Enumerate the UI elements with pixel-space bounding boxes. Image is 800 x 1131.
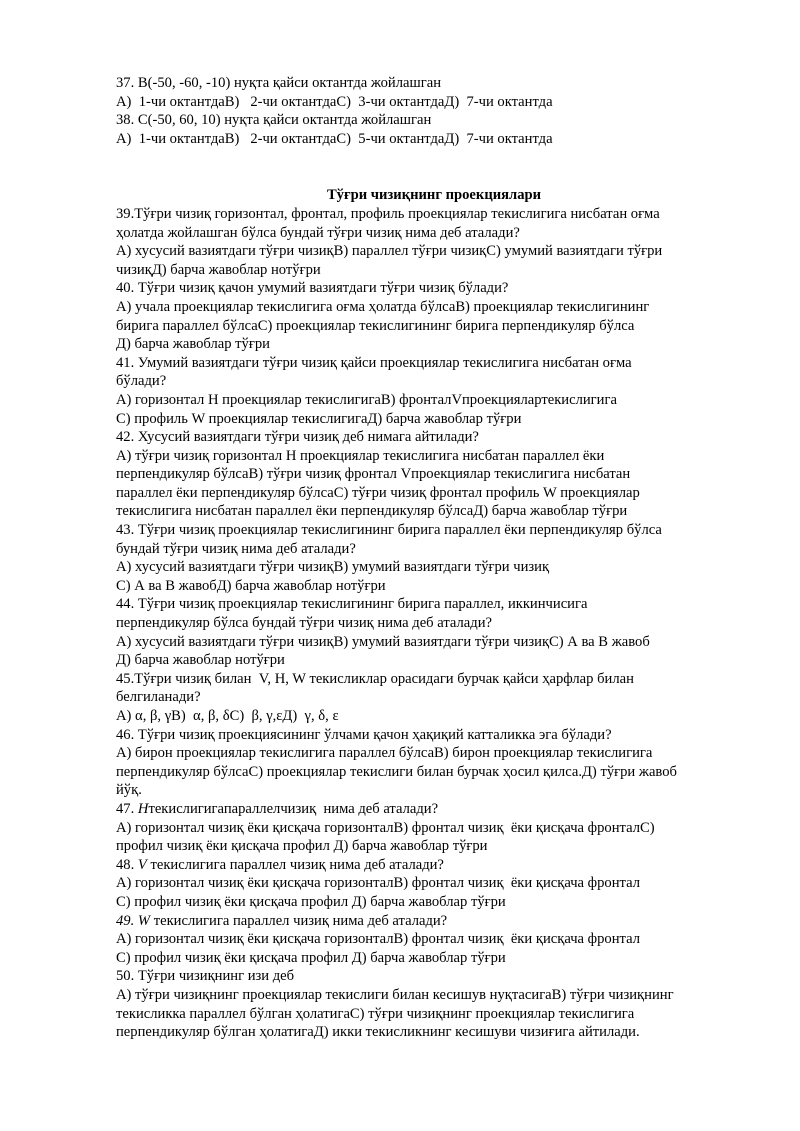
question-list [116,205,752,1042]
text-line: профил чизиқ ёки қисқача профил Д) барча жавоблар тўғри [116,838,488,855]
answers-38: А) 1-чи октантдаВ) 2-чи октантдаС) 5-чи октантдаД) 7-чи октантда [116,130,553,147]
text-line: 50. Тўғри чизиқнинг изи деб [116,968,295,985]
text-line: перпендикуляр бўлган ҳолатигаД) икки текисликнинг кесишуви чизиғига айтилади. [116,1024,640,1041]
text-line: 39.Тўғри чизиқ горизонтал, фронтал, профиль проекциялар текислигига нисбатан оғма [116,205,660,222]
text-line: А) тўғри чизиқнинг проекциялар текислиги билан кесишув нуқтасигаВ) тўғри чизиқнинг [116,986,674,1003]
text-line: перпендикуляр бўлса бундай тўғри чизиқ нима деб аталади? [116,615,492,632]
text-line: 44. Тўғри чизиқ проекциялар текислигининг бирига параллел, иккинчисига [116,596,588,613]
document-page [116,74,752,1042]
text-line: А) хусусий вазиятдаги тўғри чизиқВ) параллел тўғри чизиқС) умумий вазиятдаги тўғри [116,243,663,260]
text-line: А) тўғри чизиқ горизонтал Н проекциялар текислигига нисбатан параллел ёки [116,447,605,464]
text-line: бирига параллел бўлсаС) проекциялар текислигининг бирига перпендикуляр бўлса [116,317,635,334]
section-heading: Тўғри чизиқнинг проекциялари [326,187,542,204]
text-line: 46. Тўғри чизиқ проекциясининг ўлчами қачон ҳақиқий катталикка эга бўлади? [116,726,612,743]
text-line: А) α, β, γВ) α, β, δС) β, γ,εД) γ, δ, ε [116,708,339,724]
text-line: чизиқД) барча жавоблар нотўғри [116,261,321,278]
text-line: Д) барча жавоблар тўғри [116,336,270,353]
text-line: бўлади? [116,373,167,390]
text-line: 43. Тўғри чизиқ проекциялар текислигининг бирига параллел ёки перпендикуляр бўлса [116,522,662,539]
section-gap [116,148,752,184]
text-line: А) хусусий вазиятдаги тўғри чизиқВ) умумий вазиятдаги тўғри чизиқ [116,559,550,576]
text-line: А) горизонтал чизиқ ёки қисқача горизонталВ) фронтал чизиқ ёки қисқача фронтал [116,875,640,892]
text-line: йўқ. [116,782,142,799]
text-line: 41. Умумий вазиятдаги тўғри чизиқ қайси проекциялар текислигига нисбатан оғма [116,354,632,371]
text-line: текислигига нисбатан параллел ёки перпендикуляр бўлсаД) барча жавоблар тўғри [116,503,628,520]
text-line: белгиланади? [116,689,201,706]
text-line: параллел ёки перпендикуляр бўлсаС) тўғри чизиқ фронтал профиль W проекциялар [116,484,640,501]
text-line: 40. Тўғри чизиқ қачон умумий вазиятдаги тўғри чизиқ бўлади? [116,280,509,297]
text-line: 47. Нтекислигигапараллелчизиқ нима деб аталади? [116,800,439,817]
text-line: С) профил чизиқ ёки қисқача профил Д) барча жавоблар тўғри [116,949,506,966]
text-line: 42. Хусусий вазиятдаги тўғри чизиқ деб нимага айтилади? [116,429,479,446]
text-line: 45.Тўғри чизиқ билан V, H, W текисликлар орасидаги бурчак қайси ҳарфлар билан [116,670,634,687]
text-line: бундай тўғри чизиқ нима деб аталади? [116,540,356,557]
question-37: 37. В(-50, -60, -10) нуқта қайси октантда жойлашган [116,75,442,91]
text-line: А) бирон проекциялар текислигига параллел бўлсаВ) бирон проекциялар текислигига [116,745,653,762]
text-line: А) учала проекциялар текислигига оғма ҳолатда бўлсаВ) проекциялар текислигининг [116,298,650,315]
text-line: А) горизонтал Н проекциялар текислигигаВ) фронталVпроекциялартекислигига [116,391,617,408]
text-line: С) профиль W проекциялар текислигигаД) барча жавоблар тўғри [116,410,522,427]
text-line: ҳолатда жойлашган бўлса бундай тўғри чизиқ нима деб аталади? [116,224,520,241]
text-line: 49. W текислигига параллел чизиқ нима деб аталади? [116,912,448,929]
text-line: С) А ва В жавобД) барча жавоблар нотўғри [116,577,386,594]
text-line: перпендикуляр бўлсаС) проекциялар текислиги билан бурчак ҳосил қилса.Д) тўғри жавоб [116,763,677,780]
text-line: С) профил чизиқ ёки қисқача профил Д) барча жавоблар тўғри [116,893,506,910]
text-line: 48. V текислигига параллел чизиқ нима деб аталади? [116,856,444,873]
text-line: текисликка параллел бўлган ҳолатигаС) тўғри чизиқнинг проекциялар текислигига [116,1005,635,1022]
text-line: перпендикуляр бўлсаВ) тўғри чизиқ фронтал Vпроекциялар текислигига нисбатан [116,466,631,483]
text-line: А) хусусий вазиятдаги тўғри чизиқВ) умумий вазиятдаги тўғри чизиқС) А ва В жавоб [116,633,650,650]
answers-37: А) 1-чи октантдаВ) 2-чи октантдаС) 3-чи октантдаД) 7-чи октантда [116,93,553,110]
intro-block [116,74,752,148]
text-line: Д) барча жавоблар нотўғри [116,652,285,669]
question-38: 38. С(-50, 60, 10) нуқта қайси октантда жойлашган [116,112,432,129]
text-line: А) горизонтал чизиқ ёки қисқача горизонталВ) фронтал чизиқ ёки қисқача фронтал [116,931,640,948]
text-line: А) горизонтал чизиқ ёки қисқача горизонталВ) фронтал чизиқ ёки қисқача фронталС) [116,819,655,836]
